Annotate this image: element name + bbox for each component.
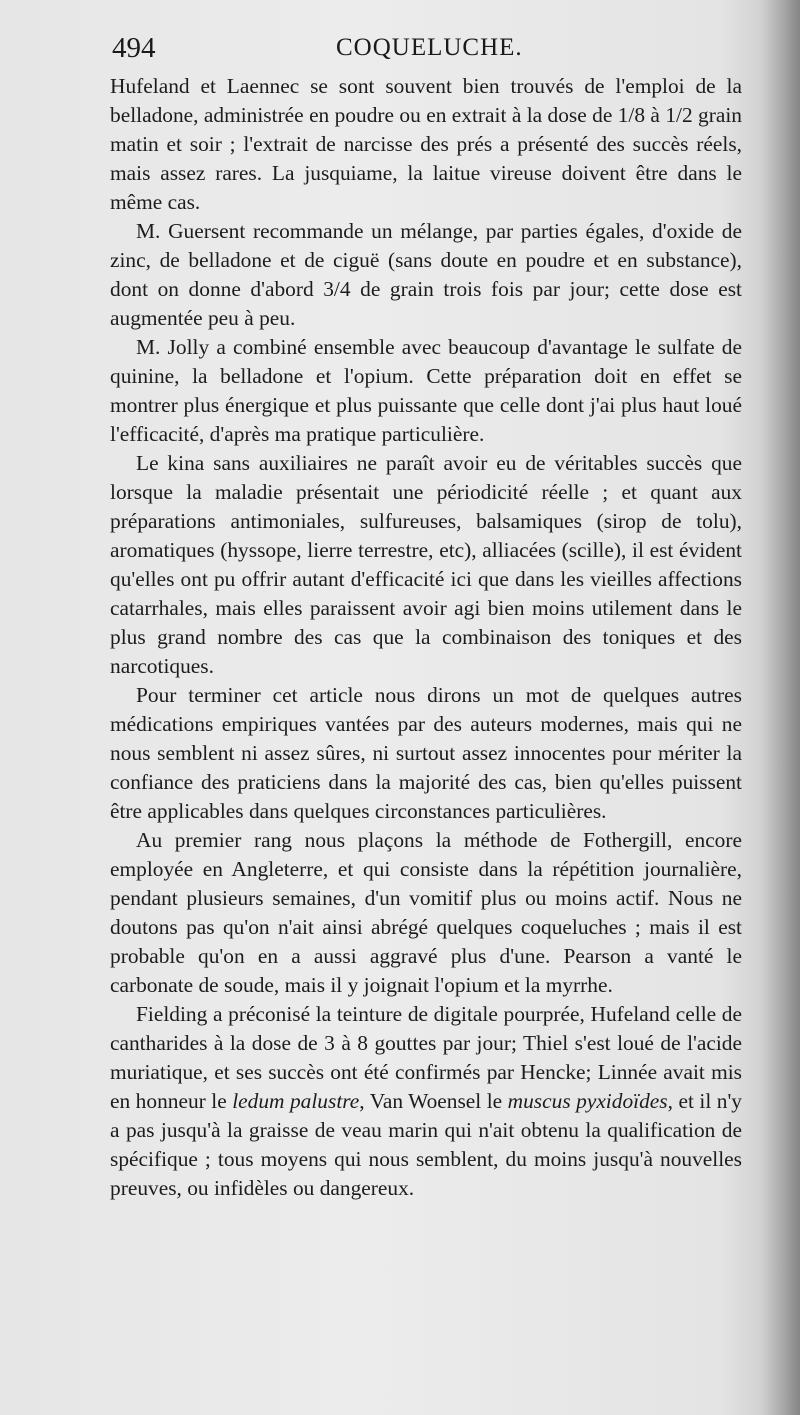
body-text <box>110 72 742 1203</box>
paragraph-4: Le kina sans auxiliaires ne paraît avoir eu de véritables succès que lorsque la maladie présentait une périodicité réelle ; et quant aux préparations antimoniales, sulfureuses, balsamiques (sirop de tolu), aromatiques (hyssope, lierre terrestre, etc), alliacées (scille), il est évident qu'elles ont pu offrir autant d'efficacité ici que dans les vieilles affections catarrhales, mais elles paraissent avoir agi bien moins utilement dans le plus grand nombre des cas que la combinaison des toniques et des narcotiques. <box>110 451 742 678</box>
page-header <box>112 30 742 70</box>
paragraph-5: Pour terminer cet article nous dirons un mot de quelques autres médications empiriques vantées par des auteurs modernes, mais qui ne nous semblent ni assez sûres, ni surtout assez innocentes pour mériter la confiance des praticiens dans la majorité des cas, bien qu'elles puissent être applicables dans quelques circonstances particulières. <box>110 683 742 823</box>
paragraph-7-part-a: Fielding a préconisé la teinture de digitale pourprée, Hufeland celle de cantharides à la dose de 3 à 8 gouttes par jour; Thiel s'est loué de l'acide muriatique, et ses succès ont été confirmés par Hencke; Linnée avait mis en honneur le <box>110 1002 742 1113</box>
page-number: 494 <box>112 32 156 64</box>
paragraph-6: Au premier rang nous plaçons la méthode de Fothergill, encore employée en Angleterre, et qui consiste dans la répétition journalière, pendant plusieurs semaines, d'un vomitif plus ou moins actif. Nous ne doutons pas qu'on n'ait ainsi abrégé quelques coqueluches ; mais il est probable qu'on en a aussi aggravé plus d'une. Pearson a vanté le carbonate de soude, mais il y joignait l'opium et la myrrhe. <box>110 828 742 997</box>
page-edge-shadow <box>760 0 800 1415</box>
paragraph-3: M. Jolly a combiné ensemble avec beaucoup d'avantage le sulfate de quinine, la belladone et l'opium. Cette préparation doit en effet se montrer plus énergique et plus puissante que celle dont j'ai plus haut loué l'efficacité, d'après ma pratique particulière. <box>110 335 742 446</box>
paragraph-7-part-c: , et il n'y a pas jusqu'à la graisse de veau marin qui n'ait obtenu la qualification de spécifique ; tous moyens qui nous semblent, du moins jusqu'à nouvelles preuves, ou infidèles ou dangereux. <box>110 1089 742 1200</box>
paragraph-7-part-b: , Van Woensel le <box>359 1089 508 1113</box>
italic-muscus-pyxidoides: muscus pyxidoïdes <box>507 1089 668 1113</box>
paragraph-1: Hufeland et Laennec se sont souvent bien trouvés de l'emploi de la belladone, administrée en poudre ou en extrait à la dose de 1/8 à 1/2 grain matin et soir ; l'extrait de narcisse des prés a présenté des succès réels, mais assez rares. La jusquiame, la laitue vireuse doivent être dans le même cas. <box>110 74 742 214</box>
italic-ledum-palustre: ledum palustre <box>232 1089 360 1113</box>
paragraph-7 <box>110 1000 742 1203</box>
paragraph-2: M. Guersent recommande un mélange, par parties égales, d'oxide de zinc, de belladone et de ciguë (sans doute en poudre et en substance), dont on donne d'abord 3/4 de grain trois fois par jour; cette dose est augmentée peu à peu. <box>110 219 742 330</box>
running-head: COQUELUCHE. <box>336 34 523 61</box>
